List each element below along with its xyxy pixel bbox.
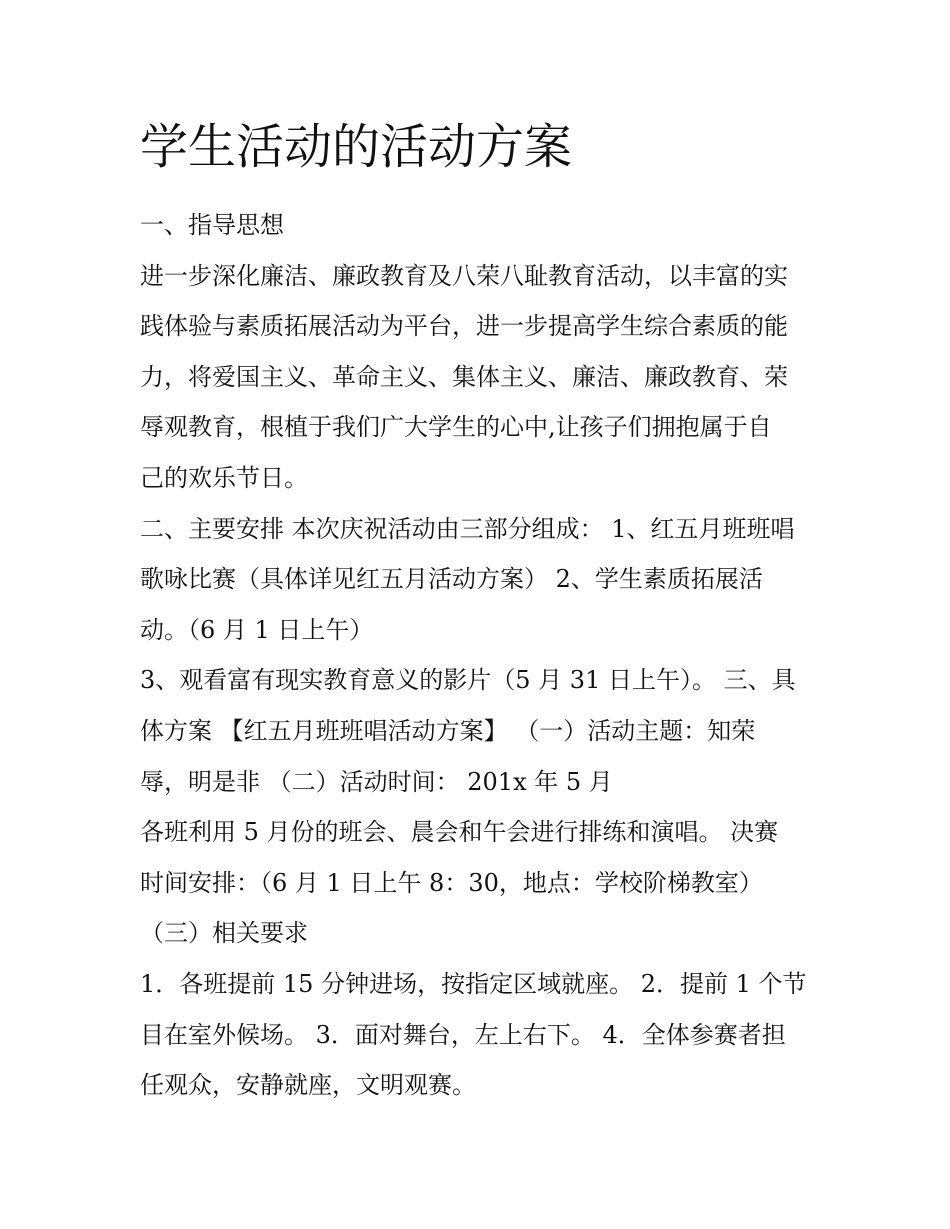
text-line: 目在室外候场。 3．面对舞台，左上右下。 4．全体参赛者担 <box>140 1020 786 1049</box>
text-line: 动。（6 月 1 日上午） <box>140 615 374 644</box>
text-line: 辱观教育，根植于我们广大学生的心中,让孩子们拥抱属于自 <box>140 413 772 442</box>
paragraph <box>140 908 830 959</box>
text-line: 一、指导思想 <box>140 211 284 239</box>
paragraph <box>140 959 830 1111</box>
text-line: 体方案 【红五月班班唱活动方案】 （一）活动主题：知荣 <box>140 716 756 745</box>
text-line: 歌咏比赛（具体详见红五月活动方案） 2、学生素质拓展活 <box>140 565 763 594</box>
text-line: 践体验与素质拓展活动为平台，进一步提高学生综合素质的能 <box>140 312 788 341</box>
text-line: 力，将爱国主义、革命主义、集体主义、廉洁、廉政教育、荣 <box>140 362 788 391</box>
text-line: 时间安排：（6 月 1 日上午 8：30，地点：学校阶梯教室） <box>140 868 763 897</box>
paragraph <box>140 807 830 908</box>
text-line: 各班利用 5 月份的班会、晨会和午会进行排练和演唱。 决赛 <box>140 818 779 847</box>
text-line: （三）相关要求 <box>140 919 308 948</box>
paragraph <box>140 655 830 807</box>
paragraph <box>140 504 830 656</box>
text-line: 辱，明是非 （二）活动时间： 201x 年 5 月 <box>140 767 613 796</box>
text-line: 进一步深化廉洁、廉政教育及八荣八耻教育活动，以丰富的实 <box>140 261 788 290</box>
document-body <box>140 200 830 1111</box>
text-line: 二、主要安排 本次庆祝活动由三部分组成： 1、红五月班班唱 <box>140 514 795 543</box>
paragraph <box>140 251 830 504</box>
text-line: 己的欢乐节日。 <box>140 463 308 492</box>
text-line: 1．各班提前 15 分钟进场，按指定区域就座。 2．提前 1 个节 <box>140 969 807 998</box>
document-title: 学生活动的活动方案 <box>140 119 573 175</box>
text-line: 3、观看富有现实教育意义的影片（5 月 31 日上午）。 三、具 <box>140 666 796 695</box>
paragraph <box>140 200 830 251</box>
text-line: 任观众，安静就座，文明观赛。 <box>140 1071 476 1100</box>
